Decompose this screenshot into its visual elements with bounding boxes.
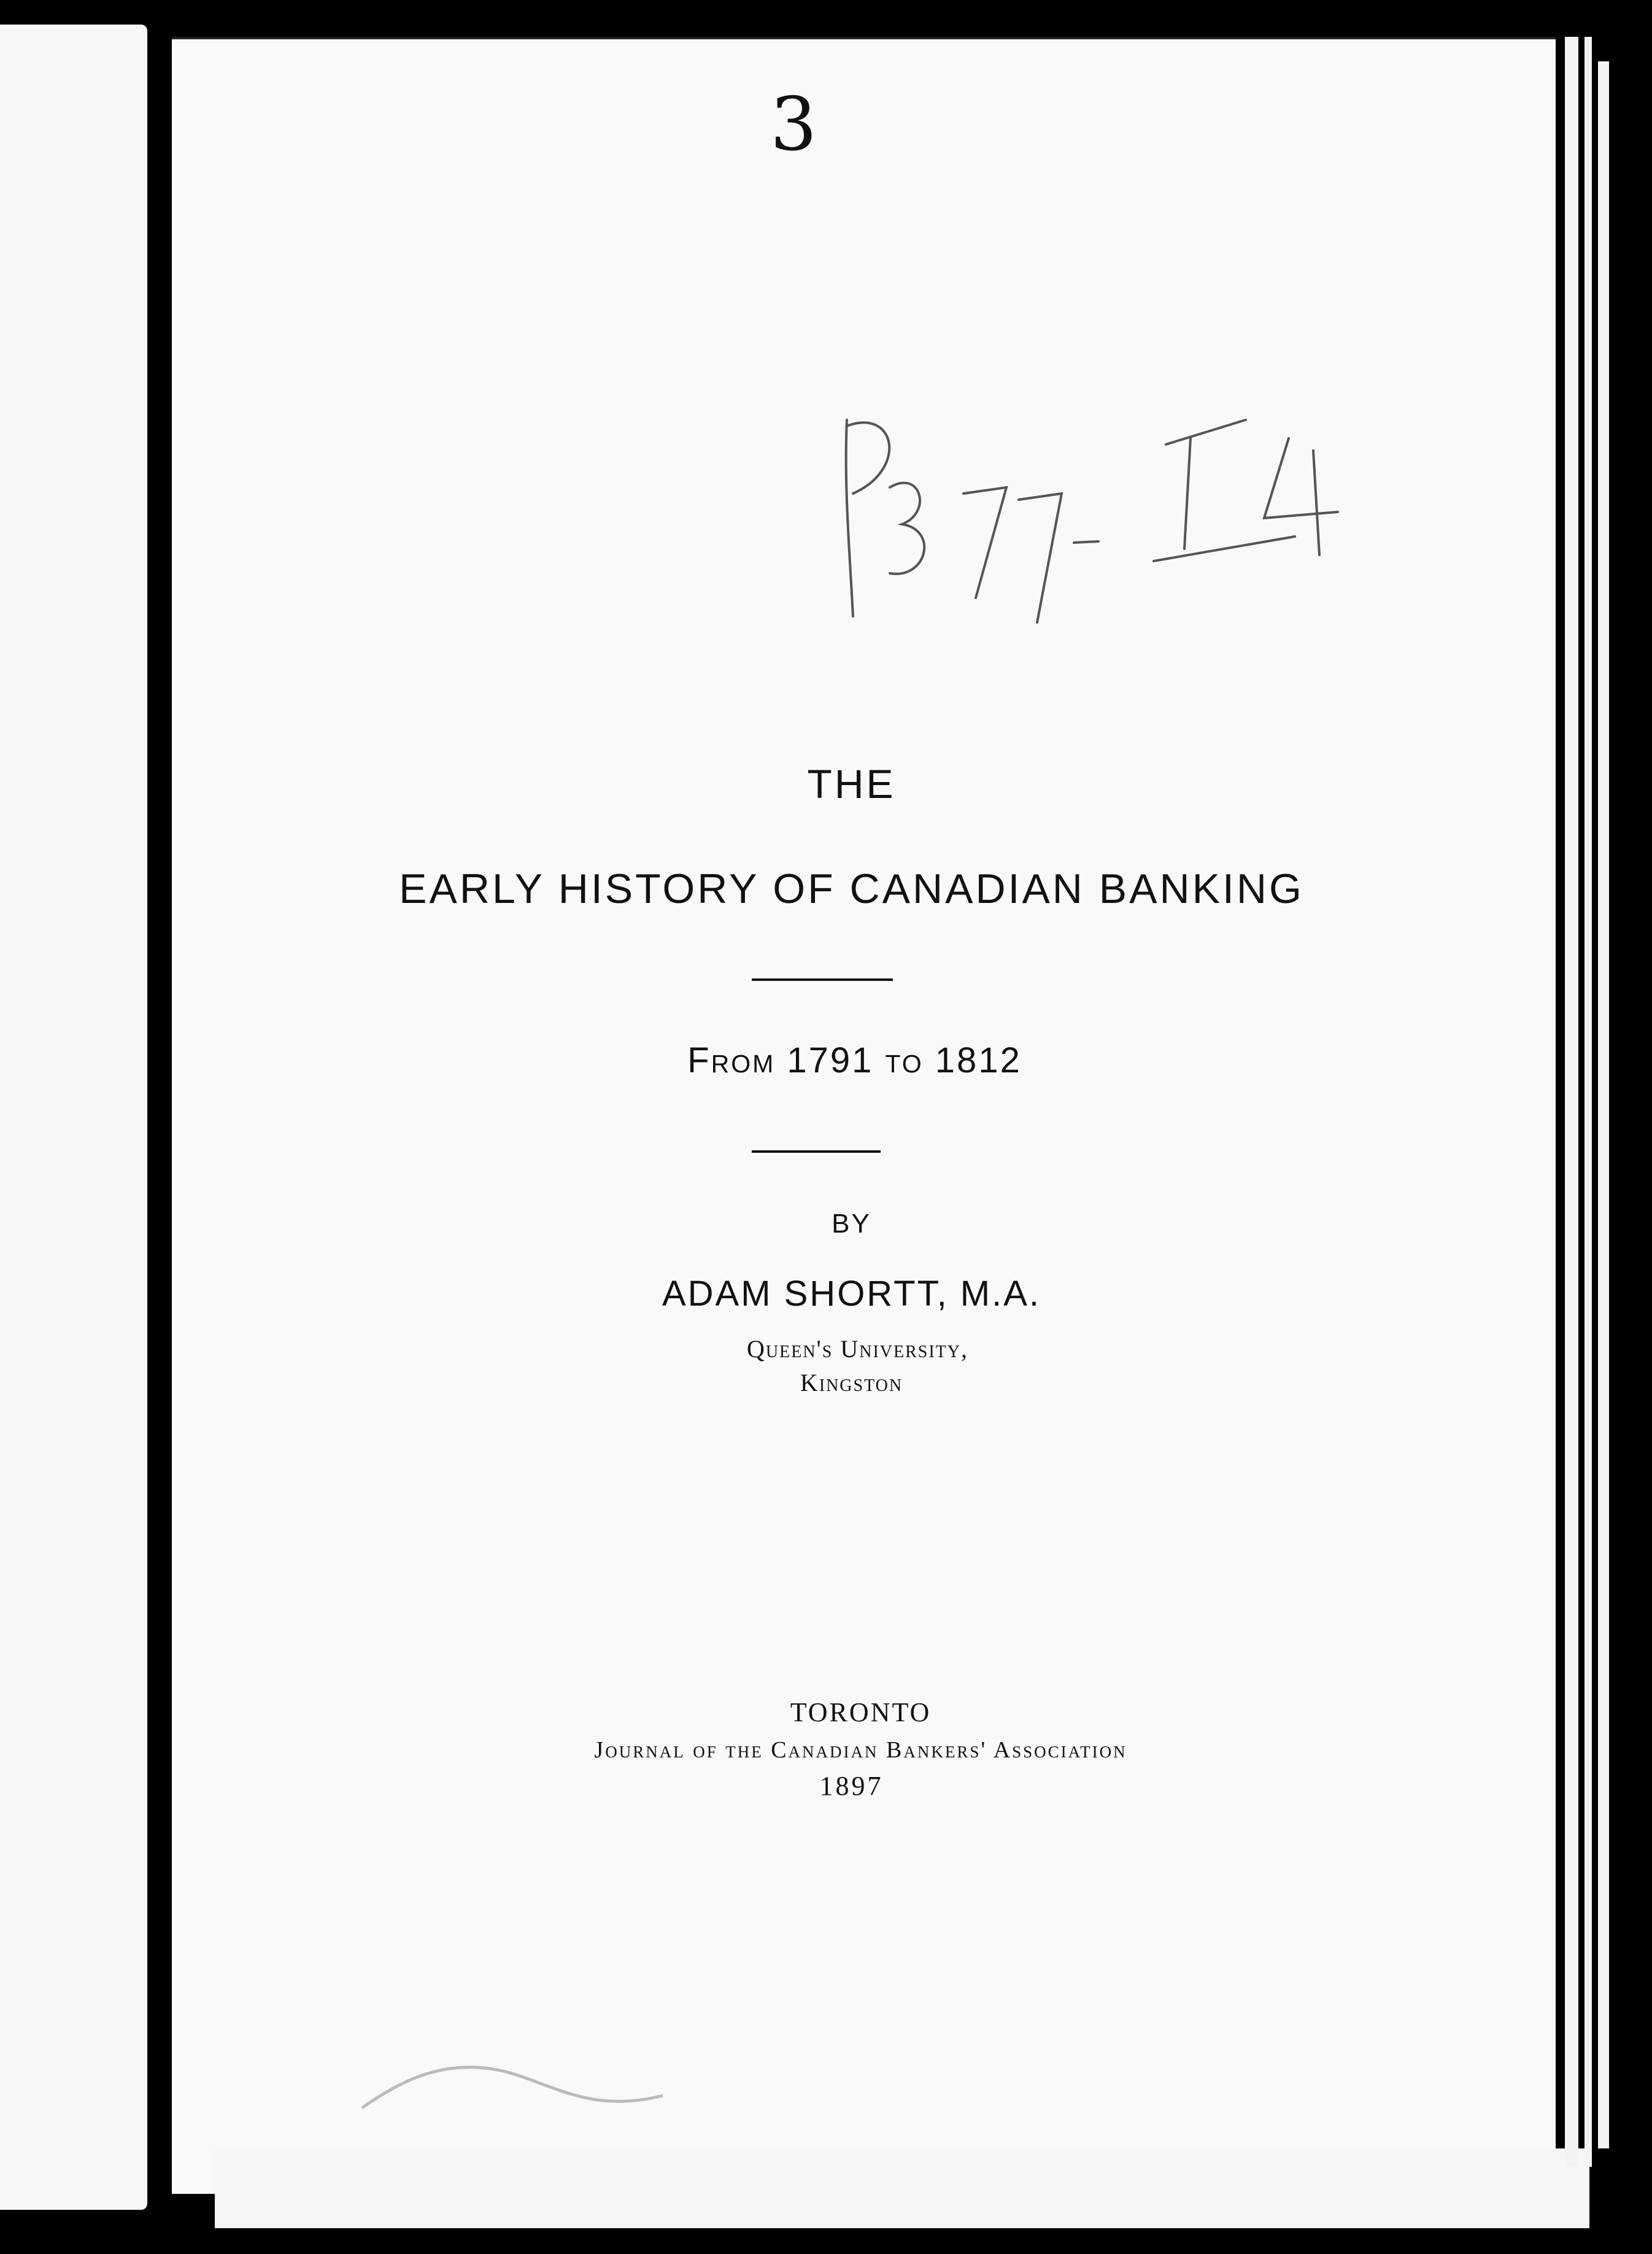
page-edge xyxy=(1598,61,1609,2148)
date-range: From 1791 to 1812 xyxy=(687,1040,1022,1080)
shelfmark-text-left: P377- xyxy=(822,395,824,396)
by-line: BY xyxy=(832,1209,871,1239)
pencil-squiggle xyxy=(356,2040,675,2126)
author-affiliation-1: Queen's University, xyxy=(747,1335,968,1363)
page-edge xyxy=(1584,37,1592,2167)
author-affiliation-2: Kingston xyxy=(800,1369,903,1396)
imprint-city: TORONTO xyxy=(790,1697,932,1727)
pencil-shelfmark xyxy=(822,395,1375,672)
title-the: THE xyxy=(807,761,896,807)
page-bottom-edge xyxy=(215,2148,1589,2228)
imprint-year: 1897 xyxy=(819,1771,884,1801)
imprint-publisher: Journal of the Canadian Bankers' Association xyxy=(594,1737,1127,1763)
divider-rule-2 xyxy=(752,1150,881,1153)
handwritten-page-number: 3 xyxy=(770,82,817,168)
page-title: EARLY HISTORY OF CANADIAN BANKING xyxy=(399,866,1304,912)
page-edge xyxy=(1565,37,1578,2167)
divider-rule-1 xyxy=(752,978,893,981)
title-page xyxy=(172,37,1556,2194)
facing-page-edge xyxy=(0,25,147,2210)
author-name: ADAM SHORTT, M.A. xyxy=(662,1274,1041,1314)
book-spine xyxy=(147,18,166,2216)
